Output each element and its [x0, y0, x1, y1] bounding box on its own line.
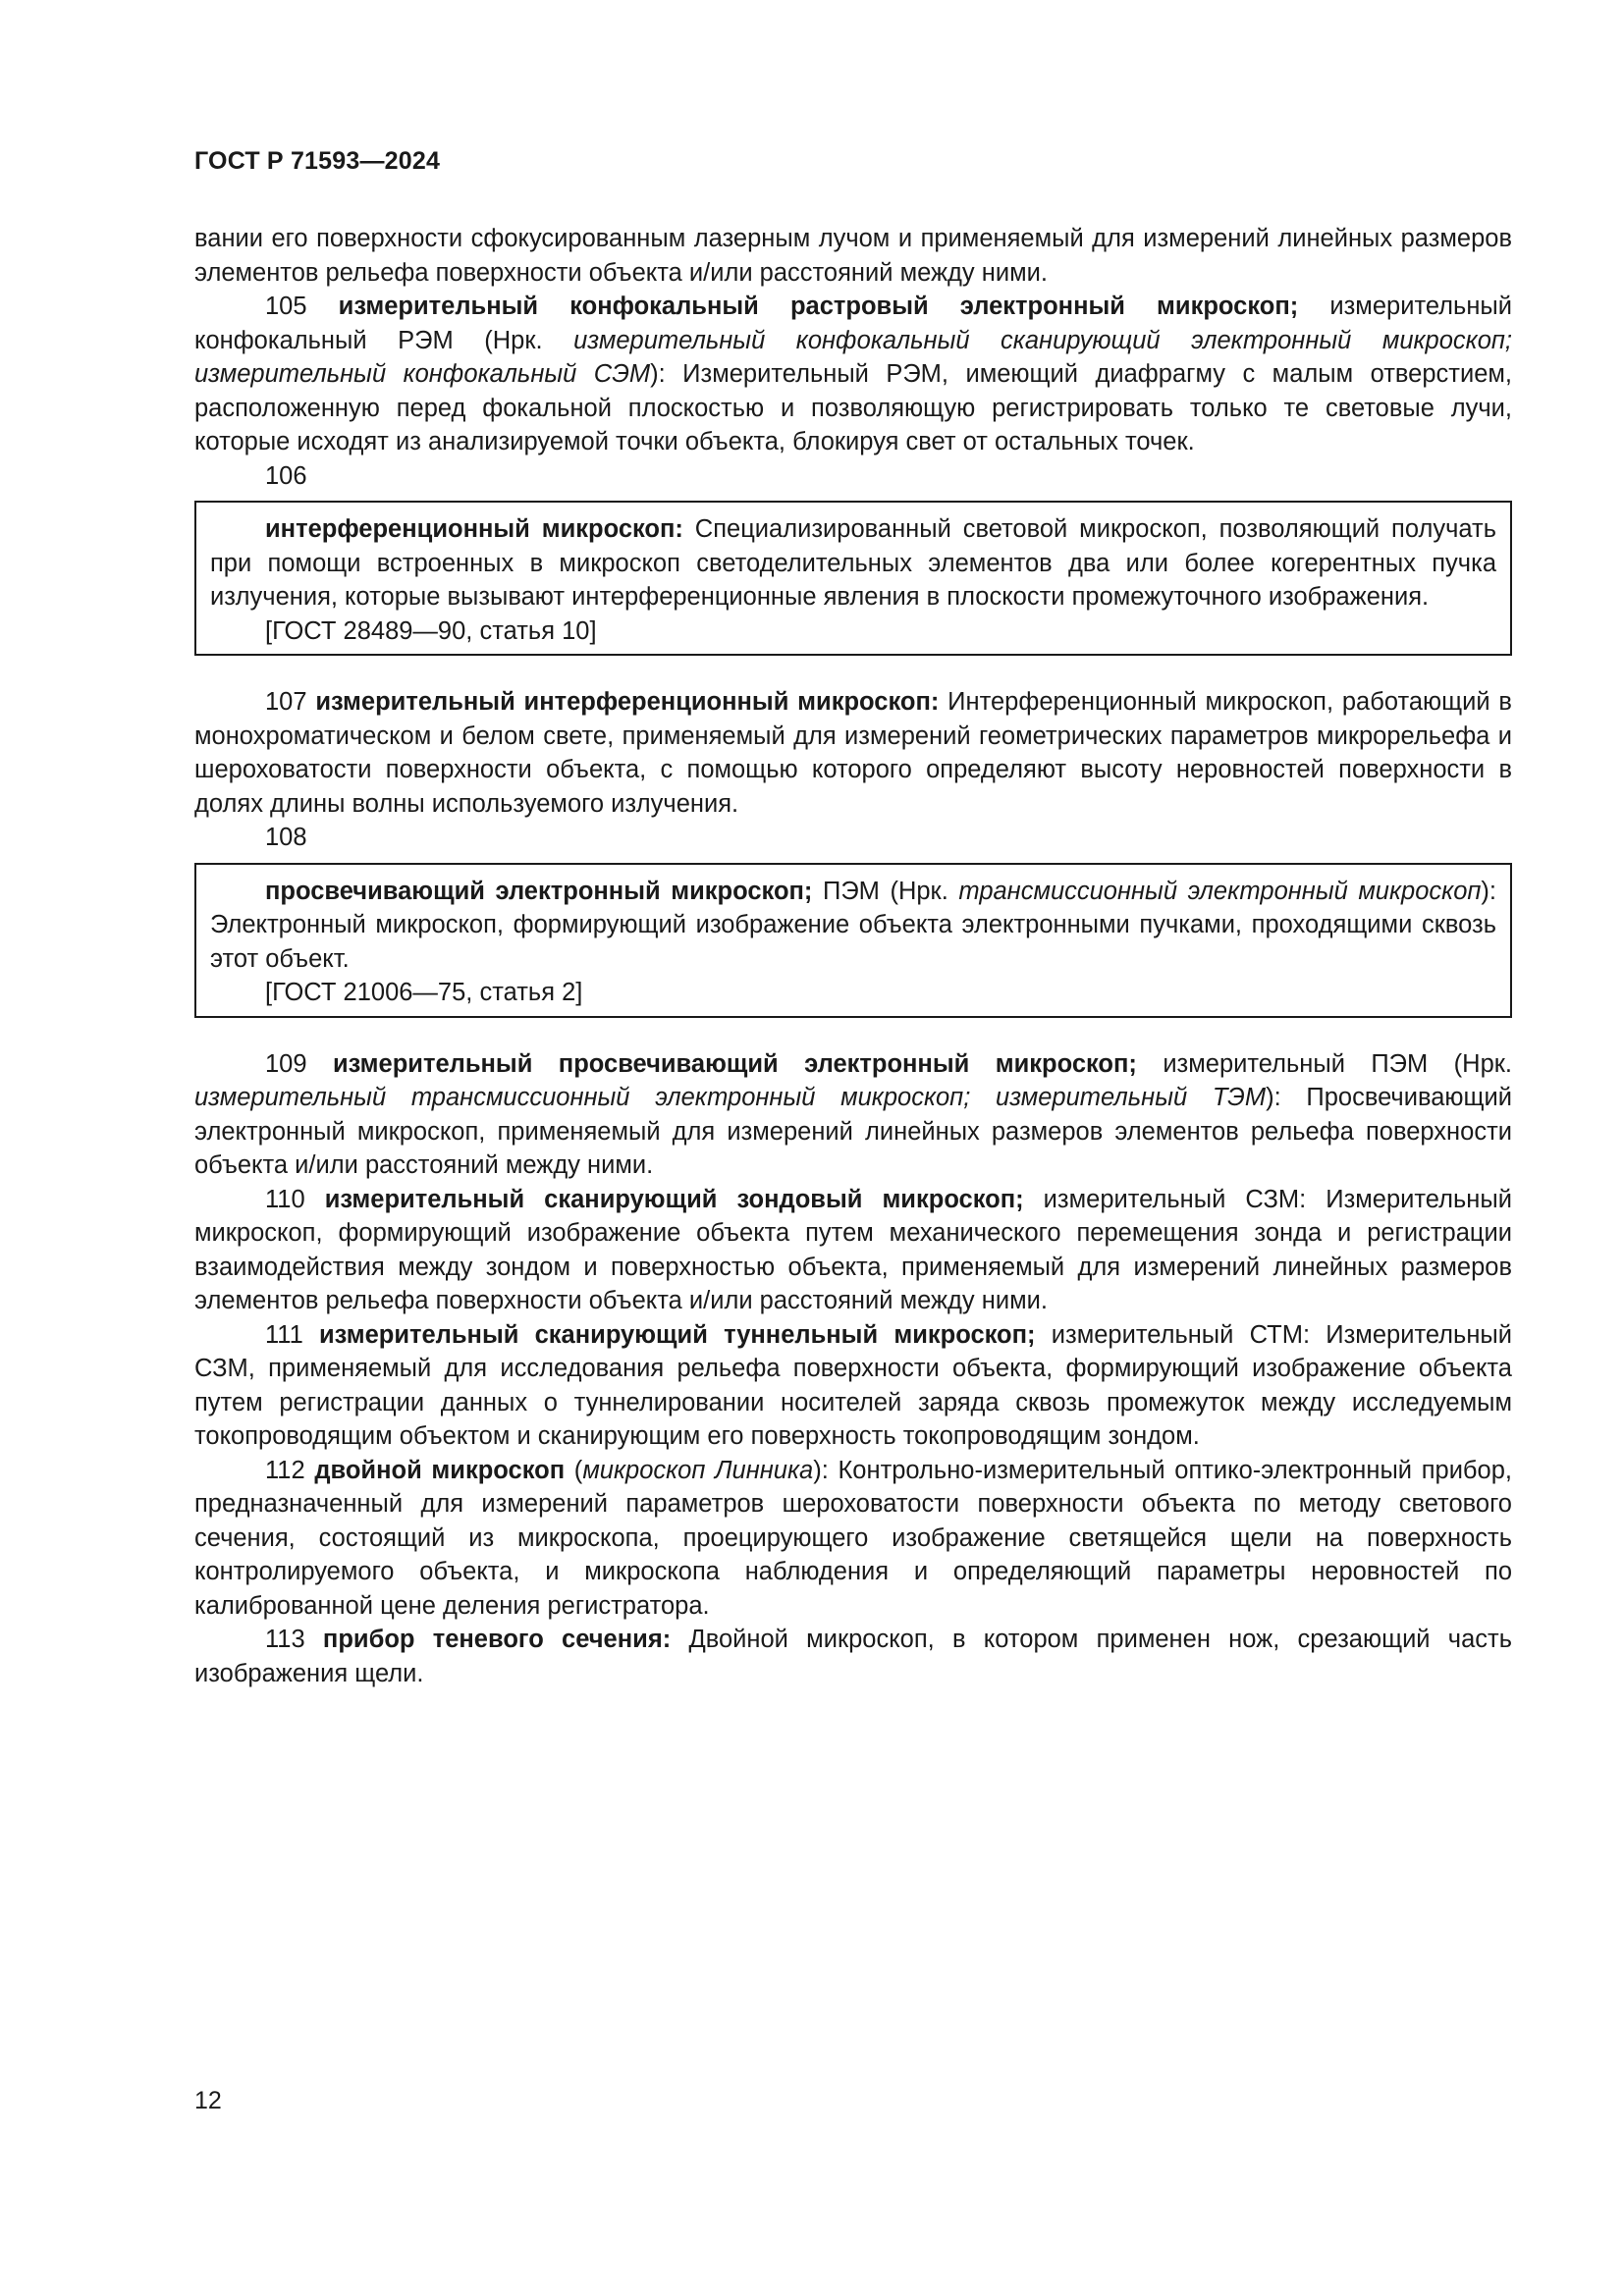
term-108-reference: [ГОСТ 21006—75, статья 2]	[265, 979, 583, 1006]
term-106	[210, 512, 1496, 614]
term-deprecated: измерительный конфокальный сканирующий электронный микроскоп; измерительный конфокальный СЭМ	[194, 326, 1513, 388]
page-number: 12	[194, 2087, 222, 2114]
term-105	[194, 290, 1512, 459]
term-deprecated: трансмиссионный электронный микроскоп	[958, 877, 1482, 905]
term-definition: Двойной микроскоп, в котором применен нож, срезающий часть изображения щели.	[194, 1626, 1512, 1687]
term-107	[194, 685, 1512, 821]
term-name: измерительный конфокальный растровый электронный микроскоп;	[338, 293, 1299, 320]
term-definition: ): Просвечивающий электронный микроскоп, применяемый для измерений линейных размеров элементов рельефа поверхности объекта и/или расстояний между ними.	[194, 1084, 1512, 1179]
term-108-number: 108	[265, 824, 307, 851]
term-108	[210, 875, 1496, 977]
document-header: ГОСТ Р 71593—2024	[194, 147, 441, 175]
term-name: измерительный сканирующий туннельный микроскоп;	[318, 1320, 1036, 1349]
continuation-paragraph: вании его поверхности сфокусированным лазерным лучом и применяемый для измерений линейных размеров элементов рельефа поверхности объекта и/или расстояний между ними.	[194, 225, 1512, 287]
term-text: измерительный конфокальный РЭМ (Нрк.	[194, 293, 1512, 354]
term-name: просвечивающий электронный микроскоп;	[265, 877, 813, 905]
term-112	[194, 1454, 1512, 1624]
term-synonym: микроскоп Линника	[582, 1456, 814, 1484]
term-109	[194, 1047, 1512, 1183]
term-name: прибор теневого сечения:	[322, 1626, 672, 1653]
term-number: 112	[265, 1456, 305, 1484]
term-number: 113	[265, 1626, 305, 1653]
term-number: 110	[265, 1185, 305, 1213]
term-text: ПЭМ (Нрк.	[812, 877, 959, 905]
document-body	[194, 222, 1512, 1690]
term-definition: измерительный СЗМ: Измерительный микроскоп, формирующий изображение объекта путем механического перемещения зонда и регистрации взаимодействия между зондом и поверхностью объекта, применяемый для измерений линейных размеров элементов рельефа поверхности объекта и/или расстояний между ними.	[194, 1185, 1512, 1314]
term-definition: ): Контрольно-измерительный оптико-электронный прибор, предназначенный для измерений параметров шероховатости поверхности объекта по методу светового сечения, состоящий из микроскопа, проецирующего изображение светящейся щели на поверхность контролируемого объекта, и микроскопа наблюдения и определяющий параметры неровностей по калиброванной цене деления регистратора.	[194, 1456, 1512, 1620]
term-106-number: 106	[265, 461, 307, 490]
term-number: 109	[265, 1049, 307, 1078]
term-113	[194, 1623, 1512, 1690]
term-name: интерференционный микроскоп:	[265, 515, 683, 543]
term-108-box	[194, 863, 1512, 1018]
term-111	[194, 1318, 1512, 1454]
term-name: двойной микроскоп	[314, 1456, 566, 1484]
term-106-reference: [ГОСТ 28489—90, статья 10]	[265, 616, 597, 645]
term-definition: Интерференционный микроскоп, работающий в монохроматическом и белом свете, применяемый для измерений геометрических параметров микрорельефа и шероховатости поверхности объекта, с помощью которого определяют высоту неровностей поверхности в долях длины волны используемого излучения.	[194, 688, 1512, 818]
term-110	[194, 1183, 1512, 1318]
term-number: 111	[265, 1320, 303, 1349]
term-number: 107	[265, 688, 307, 716]
term-text: (	[565, 1456, 583, 1484]
term-name: измерительный сканирующий зондовый микроскоп;	[324, 1185, 1024, 1213]
term-name: измерительный интерференционный микроскоп:	[315, 688, 940, 716]
term-definition: ): Измерительный РЭМ, имеющий диафрагму с малым отверстием, расположенную перед фокальной плоскостью и позволяющую регистрировать только те световые лучи, которые исходят из анализируемой точки объекта, блокируя свет от остальных точек.	[194, 360, 1512, 455]
term-definition: Специализированный световой микроскоп, позволяющий получать при помощи встроенных в микроскоп светоделительных элементов два или более когерентных пучка излучения, которые вызывают интерференционные явления в плоскости промежуточного изображения.	[210, 515, 1496, 611]
term-number: 105	[265, 293, 307, 320]
term-definition: измерительный СТМ: Измерительный СЗМ, применяемый для исследования рельефа поверхности объекта, формирующий изображение объекта путем регистрации данных о туннелировании носителей заряда сквозь промежуток между исследуемым токопроводящим объектом и сканирующим его поверхность токопроводящим зондом.	[194, 1320, 1512, 1450]
term-name: измерительный просвечивающий электронный микроскоп;	[332, 1049, 1137, 1078]
term-definition: ): Электронный микроскоп, формирующий изображение объекта электронными пучками, проходящими сквозь этот объект.	[210, 877, 1496, 973]
term-text: измерительный ПЭМ (Нрк.	[1136, 1049, 1512, 1078]
term-106-box	[194, 501, 1512, 656]
term-deprecated: измерительный трансмиссионный электронный микроскоп; измерительный ТЭМ	[194, 1084, 1267, 1111]
